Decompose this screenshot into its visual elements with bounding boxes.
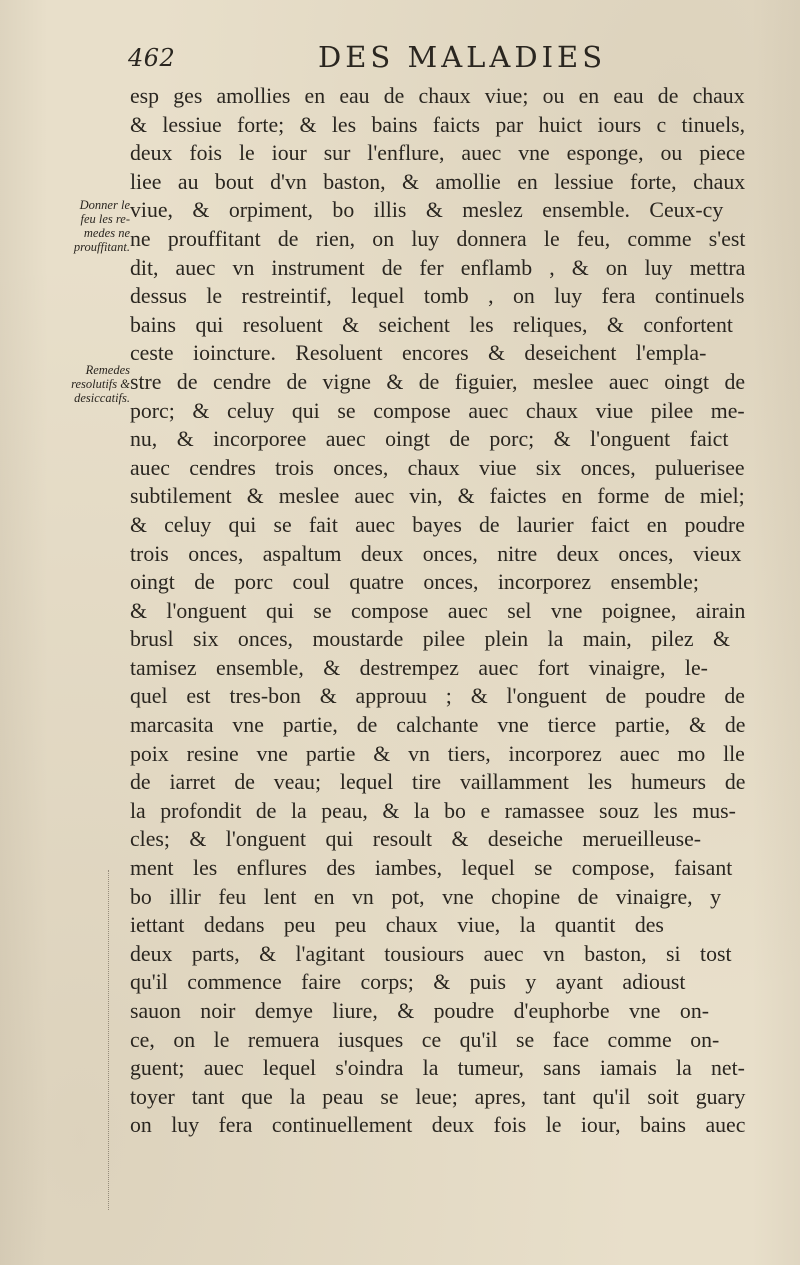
text-line: bo illir feu lent en vn pot, vne chopine de vinaigre, y xyxy=(130,884,722,909)
text-line: deux fois le iour sur l'enflure, auec vne esponge, ou piece xyxy=(130,141,746,166)
text-line: la profondit de la peau, & la bo e ramassee souz les mus- xyxy=(130,798,736,823)
text-line: ce, on le remuera iusques ce qu'il se face comme on- xyxy=(130,1027,720,1052)
text-line: dessus le restreintif, lequel tomb , on luy fera continuels xyxy=(130,284,745,309)
text-line: on luy fera continuellement deux fois le iour, bains auec xyxy=(130,1113,746,1138)
marginal-note xyxy=(46,198,130,254)
text-line: subtilement & meslee auec vin, & faictes en forme de miel; xyxy=(130,484,745,509)
text-line: toyer tant que la peau se leue; apres, tant qu'il soit guary xyxy=(130,1084,746,1109)
text-line: auec cendres trois onces, chaux viue six onces, puluerisee xyxy=(130,455,745,480)
text-line: guent; auec lequel s'oindra la tumeur, sans iamais la net- xyxy=(130,1056,745,1081)
body-text xyxy=(130,82,745,1140)
text-line: de iarret de veau; lequel tire vaillamment les humeurs de xyxy=(130,770,746,795)
text-line: brusl six onces, moustarde pilee plein la main, pilez & xyxy=(130,627,730,652)
marginal-note-line: Donner le xyxy=(79,198,130,212)
text-line: qu'il commence faire corps; & puis y ayant adioust xyxy=(130,970,686,995)
text-line: viue, & orpiment, bo illis & meslez ensemble. Ceux-cy xyxy=(130,198,724,223)
text-line: marcasita vne partie, de calchante vne tierce partie, & de xyxy=(130,713,746,738)
margin-bracket-mark xyxy=(108,870,123,1210)
marginal-note-line: medes ne xyxy=(83,226,130,240)
page-number: 462 xyxy=(128,44,176,72)
text-line: bains qui resoluent & seichent les reliques, & confortent xyxy=(130,312,733,337)
text-line: iettant dedans peu peu chaux viue, la quantit des xyxy=(130,913,664,938)
text-line: ceste ioincture. Resoluent encores & deseichent l'empla- xyxy=(130,341,707,366)
running-head: DES MALADIES xyxy=(318,40,607,74)
text-line: tamisez ensemble, & destrempez auec fort vinaigre, le- xyxy=(130,655,708,680)
text-line: porc; & celuy qui se compose auec chaux viue pilee me- xyxy=(130,398,745,423)
marginal-note-line: feu les re- xyxy=(80,212,130,226)
text-line: & celuy qui se fait auec bayes de laurier faict en poudre xyxy=(130,512,745,537)
text-line: nu, & incorporee auec oingt de porc; & l'onguent faict xyxy=(130,427,729,452)
text-line: ment les enflures des iambes, lequel se compose, faisant xyxy=(130,856,733,881)
text-line: & l'onguent qui se compose auec sel vne poignee, airain xyxy=(130,598,746,623)
text-line: & lessiue forte; & les bains faicts par huict iours c tinuels, xyxy=(130,112,746,137)
text-line: liee au bout d'vn baston, & amollie en lessiue forte, chaux xyxy=(130,169,746,194)
text-line: dit, auec vn instrument de fer enflamb , & on luy mettra xyxy=(130,255,746,280)
text-line: sauon noir demye liure, & poudre d'euphorbe vne on- xyxy=(130,999,709,1023)
text-line: cles; & l'onguent qui resoult & deseiche merueilleuse- xyxy=(130,827,702,852)
text-line: trois onces, aspaltum deux onces, nitre deux onces, vieux xyxy=(130,541,742,566)
text-line: poix resine vne partie & vn tiers, incorporez auec mo lle xyxy=(130,741,745,766)
text-line: oingt de porc coul quatre onces, incorporez ensemble; xyxy=(130,570,699,595)
text-line: deux parts, & l'agitant tousiours auec vn baston, si tost xyxy=(130,941,732,966)
text-line: ne prouffitant de rien, on luy donnera le feu, comme s'est xyxy=(130,226,746,251)
marginal-note-line: desiccatifs. xyxy=(74,391,130,405)
marginal-note-line: resolutifs & xyxy=(71,377,130,391)
text-line: esp ges amollies en eau de chaux viue; ou en eau de chaux xyxy=(130,84,745,108)
marginal-note xyxy=(46,363,130,405)
text-line: stre de cendre de vigne & de figuier, meslee auec oingt de xyxy=(130,369,746,394)
marginal-note-line: prouffitant. xyxy=(73,240,130,254)
marginal-note-line: Remedes xyxy=(85,363,130,377)
text-line: quel est tres-bon & approuu ; & l'onguent de poudre de xyxy=(130,684,745,709)
